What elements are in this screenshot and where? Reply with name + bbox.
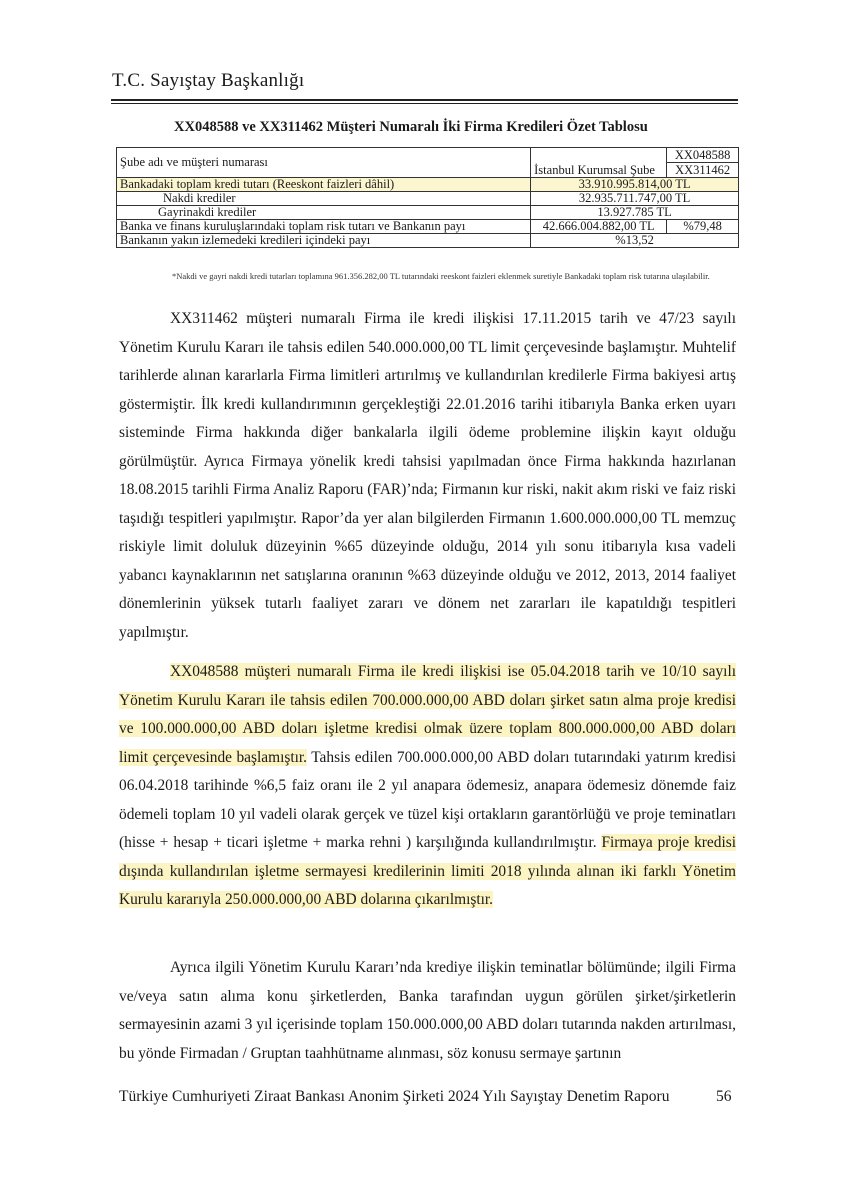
paragraph-2-middle: Tahsis edilen 700.000.000,00 ABD doları tutarındaki yatırım kredisi 06.04.2018 tarihinde %6,5 faiz oranı ile 2 yıl anapara ödemesiz, anapara ödemesiz dönemde faiz ödemeli toplam 10 yıl vadeli olarak gerçek ve tüzel kişi ortakların garantörlüğü ve proje teminatları (hisse + hesap + ticari işletme + marka rehni ) karşılığında kullandırılmıştır. [119, 748, 736, 851]
paragraph-3 [119, 954, 736, 1068]
row-value: 33.910.995.814,00 TL [531, 178, 739, 192]
page-header-title: T.C. Sayıştay Başkanlığı [112, 70, 305, 91]
page-footer: Türkiye Cumhuriyeti Ziraat Bankası Anonim Şirketi 2024 Yılı Sayıştay Denetim Raporu [119, 1088, 670, 1105]
table-row [117, 178, 739, 192]
header-label-cell: Şube adı ve müşteri numarası [117, 148, 531, 178]
page-number: 56 [716, 1088, 732, 1105]
row-label: Gayrinakdi krediler [117, 206, 531, 220]
table-row [117, 234, 739, 248]
row-label: Bankadaki toplam kredi tutarı (Reeskont faizleri dâhil) [117, 178, 531, 192]
paragraph-2-highlight-1: Yönetim Kurulu Kararı ile tahsis edilen 700.000.000,00 ABD doları şirket satın alma proje kredisi ve 100.000.000,00 ABD doları işletme kredisi olmak üzere toplam 800.000.000,00 ABD doları limit çerçevesinde başlamıştır. [119, 691, 736, 766]
paragraph-1 [119, 305, 736, 647]
row-value: 42.666.004.882,00 TL [531, 220, 667, 234]
row-value: 32.935.711.747,00 TL [531, 192, 739, 206]
row-label: Nakdi krediler [117, 192, 531, 206]
customer-numbers-cell [667, 148, 739, 178]
paragraph-3-text: Ayrıca ilgili Yönetim Kurulu Kararı’nda krediye ilişkin teminatlar bölümünde; ilgili Firma ve/veya satın alıma konu şirketlerden, Banka tarafından uygun görülen şirket/şirketlerin sermayesinin azami 3 yıl içerisinde toplam 150.000.000,00 ABD doları tutarında nakden artırılması, bu yönde Firmadan / Gruptan taahhütname alınması, söz konusu sermaye şartının [119, 959, 736, 1062]
paragraph-2-line1: XX048588 müşteri numaralı Firma ile kredi ilişkisi ise 05.04.2018 tarih ve 10/10 sayılı [170, 663, 736, 680]
row-value: %13,52 [531, 234, 739, 248]
branch-cell: İstanbul Kurumsal Şube [531, 148, 667, 178]
table-header-row [117, 148, 739, 178]
table-title: XX048588 ve XX311462 Müşteri Numaralı İki Firma Kredileri Özet Tablosu [174, 119, 648, 135]
table-row [117, 220, 739, 234]
row-label: Banka ve finans kuruluşlarındaki toplam risk tutarı ve Bankanın payı [117, 220, 531, 234]
paragraph-1-text: XX311462 müşteri numaralı Firma ile kredi ilişkisi 17.11.2015 tarih ve 47/23 sayılı Yönetim Kurulu Kararı ile tahsis edilen 540.000.000,00 TL limit çerçevesinde başlamıştır. Muhtelif tarihlerde alınan kararlarla Firma limitleri artırılmış ve kullandırılan kredilerle Firma bakiyesi artış göstermiştir. İlk kredi kullandırımının gerçekleştiği 22.01.2016 tarihi itibarıyla Banka erken uyarı sisteminde Firma hakkında diğer bankalarla ilgili ödeme problemine ilişkin kayıt olduğu görülmüştür. Ayrıca Firmaya yönelik kredi tahsisi yapılmadan önce Firma hakkında hazırlanan 18.08.2015 tarihli Firma Analiz Raporu (FAR)’nda; Firmanın kur riski, nakit akım riski ve faiz riski taşıdığı tespitleri yapılmıştır. Rapor’da yer alan bilgilerden Firmanın 1.600.000.000,00 TL memzuç riskiyle limit doluluk düzeyinin %65 düzeyinde olduğu, 2014 yılı sonu itibarıyla kısa vadeli yabancı kaynaklarının net satışlarına oranının %63 düzeyinde olduğu ve 2012, 2013, 2014 faaliyet dönemlerinin yüksek tutarlı faaliyet zararı ve dönem net zararları ile kapatıldığı tespitleri yapılmıştır. [119, 310, 736, 641]
row-value: 13.927.785 TL [531, 206, 739, 220]
paragraph-2-highlight-2: Firmaya proje kredisi dışında kullandırılan işletme sermayesi kredilerinin limiti 2018 yılında alınan iki farklı Yönetim Kurulu kararıyla 250.000.000,00 ABD dolarına çıkarılmıştır. [119, 834, 737, 908]
row-label: Bankanın yakın izlemedeki kredileri içindeki payı [117, 234, 531, 248]
table-row [117, 192, 739, 206]
row-share: %79,48 [667, 220, 739, 234]
table-footnote: *Nakdi ve gayri nakdi kredi tutarları toplamına 961.356.282,00 TL tutarındaki reeskont faizleri eklenmek suretiyle Bankadaki toplam risk tutarına ulaşılabilir. [172, 271, 710, 281]
credit-summary-table [116, 147, 739, 248]
table-row [117, 206, 739, 220]
customer-number-2: XX311462 [667, 162, 738, 177]
header-rule-thin [111, 103, 738, 104]
customer-number-1: XX048588 [674, 147, 731, 162]
header-rule [111, 99, 738, 101]
paragraph-2 [119, 658, 736, 915]
